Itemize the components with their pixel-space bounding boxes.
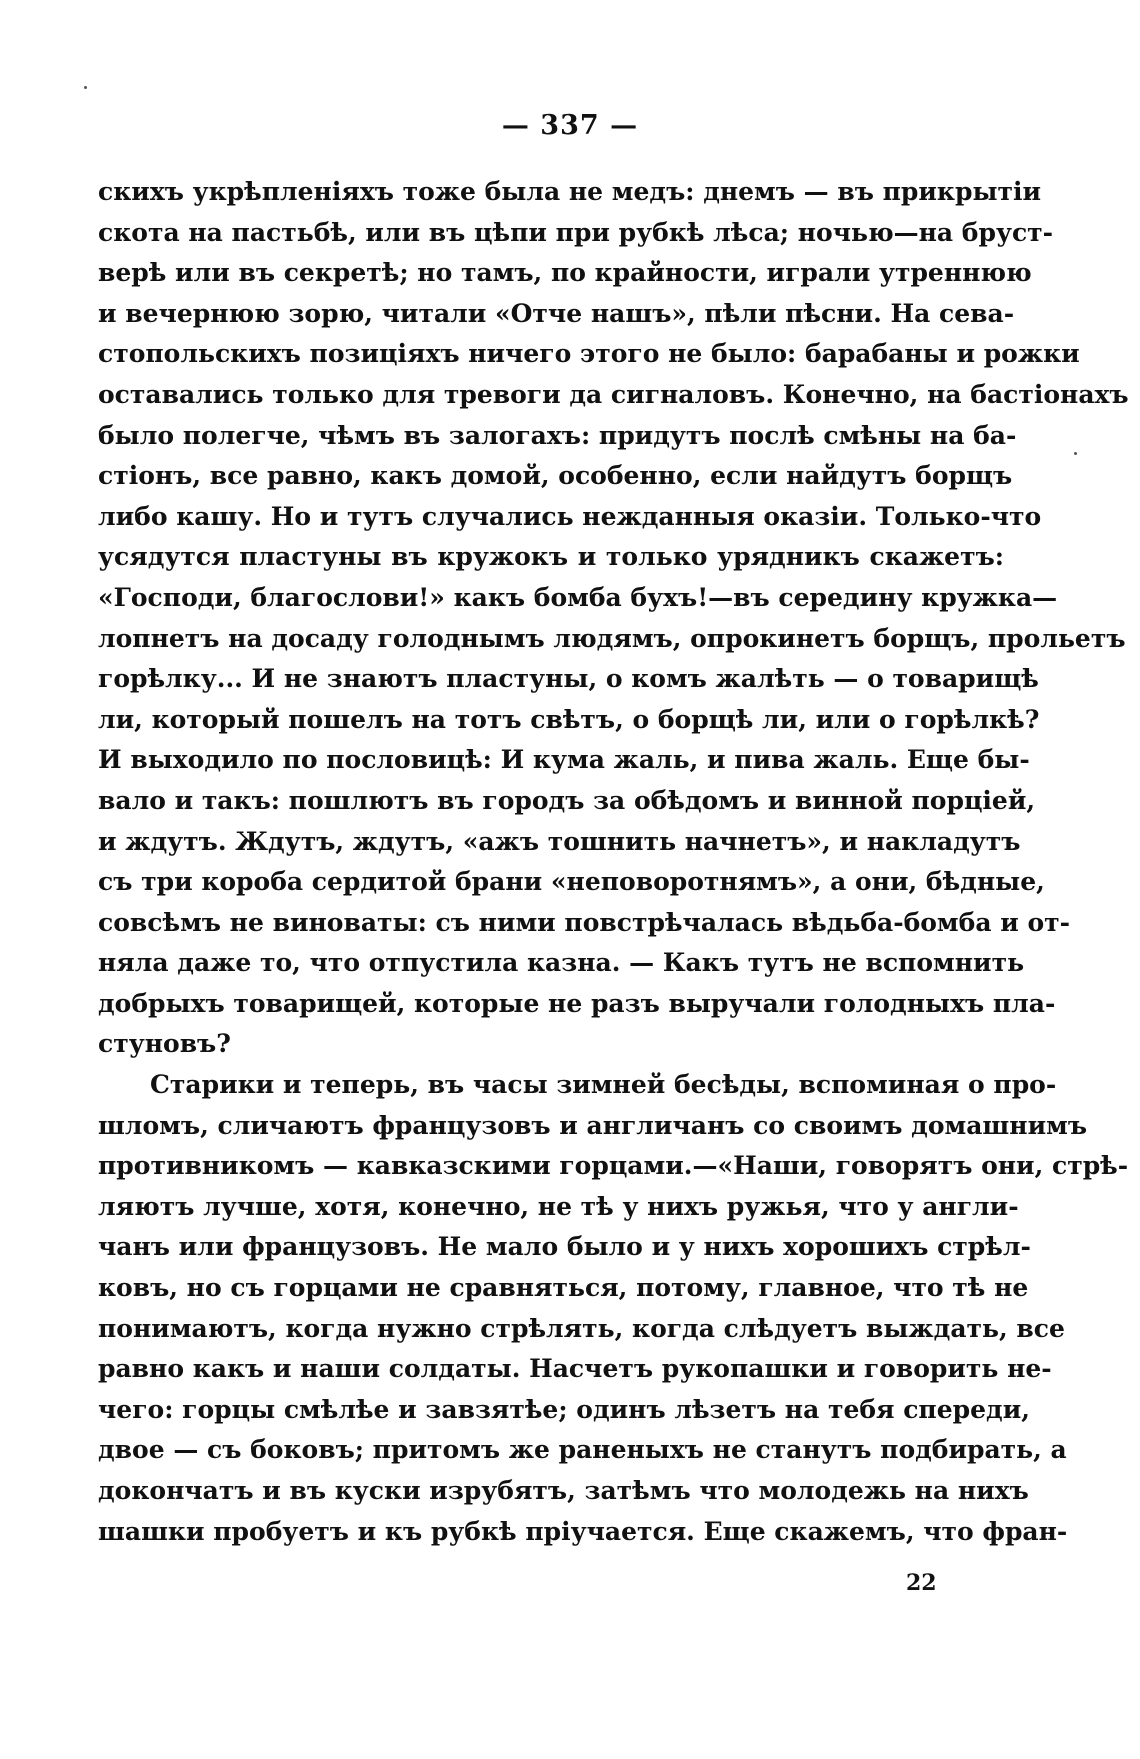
text-line: лопнетъ на досаду голоднымъ людямъ, опрокинетъ борщъ, прольетъ <box>98 623 1126 653</box>
text-line: скота на пастьбѣ, или въ цѣпи при рубкѣ лѣса; ночью—на бруст- <box>98 217 1054 247</box>
text-line: чего: горцы смѣлѣе и завзятѣе; одинъ лѣзетъ на тебя спереди, <box>98 1394 1030 1424</box>
body-text <box>98 172 1129 1552</box>
text-line: и ждутъ. Ждутъ, ждутъ, «ажъ тошнить начнетъ», и накладутъ <box>98 826 1021 856</box>
text-line: стопольскихъ позиціяхъ ничего этого не было: барабаны и рожки <box>98 339 1080 369</box>
text-line: скихъ укрѣпленіяхъ тоже была не медъ: днемъ — въ прикрытіи <box>98 177 1042 206</box>
text-line: чанъ или французовъ. Не мало было и у нихъ хорошихъ стрѣл- <box>98 1232 1031 1262</box>
text-line: было полегче, чѣмъ въ залогахъ: придутъ послѣ смѣны на ба- <box>98 420 1017 450</box>
text-line: ковъ, но съ горцами не сравняться, потому, главное, что тѣ не <box>98 1273 1029 1303</box>
text-line: съ три короба сердитой брани «неповоротнямъ», а они, бѣдные, <box>98 867 1045 897</box>
paper-speck <box>84 86 87 89</box>
paragraph-end-line: стуновъ? <box>98 1029 231 1059</box>
text-line: докончатъ и въ куски изрубятъ, затѣмъ что молодежь на нихъ <box>98 1476 1029 1505</box>
text-line: и вечернюю зорю, читали «Отче нашъ», пѣли пѣсни. На сева- <box>98 298 1015 328</box>
text-line: совсѣмъ не виноваты: съ ними повстрѣчалась вѣдьба-бомба и от- <box>98 907 1071 937</box>
text-line: стіонъ, все равно, какъ домой, особенно, если найдутъ борщъ <box>98 461 1013 491</box>
text-line: «Господи, благослови!» какъ бомба бухъ!—въ середину кружка— <box>98 582 1058 612</box>
text-line: вало и такъ: пошлютъ въ городъ за обѣдомъ и винной порціей, <box>98 785 1036 815</box>
text-line: равно какъ и наши солдаты. Насчетъ рукопашки и говорить не- <box>98 1354 1052 1384</box>
text-line: верѣ или въ секретѣ; но тамъ, по крайности, играли утреннюю <box>98 258 1032 288</box>
text-line: оставались только для тревоги да сигналовъ. Конечно, на бастіонахъ <box>98 379 1129 409</box>
text-line: ляютъ лучше, хотя, конечно, не тѣ у нихъ ружья, что у англи- <box>98 1191 1019 1221</box>
signature-mark: 22 <box>906 1570 937 1596</box>
text-line: шломъ, сличаютъ французовъ и англичанъ со своимъ домашнимъ <box>98 1110 1088 1140</box>
text-line: ли, который пошелъ на тотъ свѣтъ, о борщѣ ли, или о горѣлкѣ? <box>98 704 1040 734</box>
text-line: двое — съ боковъ; притомъ же раненыхъ не станутъ подбирать, а <box>98 1435 1067 1465</box>
text-line: няла даже то, что отпустила казна. — Какъ тутъ не вспомнить <box>98 948 1025 978</box>
paragraph-first-line: Старики и теперь, въ часы зимней бесѣды, вспоминая о про- <box>150 1070 1057 1100</box>
paper-speck <box>1074 452 1077 455</box>
text-line: добрыхъ товарищей, которые не разъ выручали голодныхъ пла- <box>98 988 1056 1018</box>
text-line: И выходило по пословицѣ: И кума жаль, и пива жаль. Еще бы- <box>98 745 1030 775</box>
text-line: шашки пробуетъ и къ рубкѣ пріучается. Еще скажемъ, что фран- <box>98 1516 1068 1546</box>
text-line: либо кашу. Но и тутъ случались нежданныя оказіи. Только-что <box>98 501 1042 531</box>
text-line: усядутся пластуны въ кружокъ и только урядникъ скажетъ: <box>98 542 1004 572</box>
page-number: — 337 — <box>501 110 639 141</box>
text-line: понимаютъ, когда нужно стрѣлять, когда слѣдуетъ выждать, все <box>98 1313 1065 1343</box>
text-line: противникомъ — кавказскими горцами.—«Наши, говорятъ они, стрѣ- <box>98 1151 1129 1181</box>
text-line: горѣлку... И не знаютъ пластуны, о комъ жалѣть — о товарищѣ <box>98 664 1039 694</box>
